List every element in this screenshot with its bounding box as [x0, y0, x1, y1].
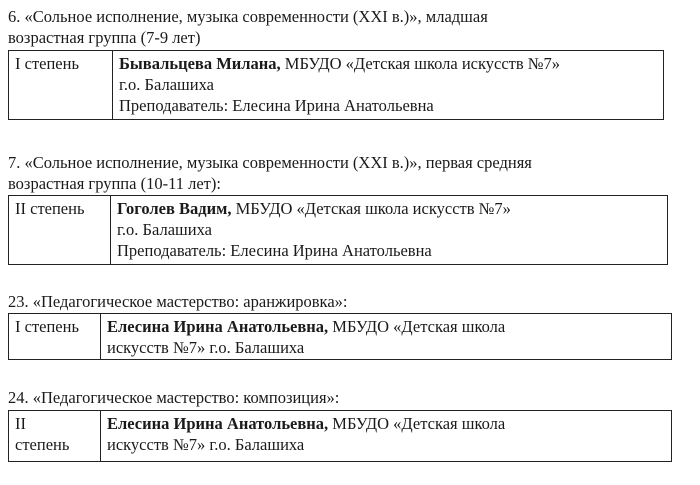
degree-cell — [9, 411, 101, 461]
section-7-heading — [8, 152, 532, 194]
teacher: Преподаватель: Елесина Ирина Анатольевна — [119, 96, 434, 115]
participant-name: Елесина Ирина Анатольевна, — [107, 414, 329, 433]
city: искусств №7» г.о. Балашиха — [107, 338, 305, 357]
section-6-table — [8, 50, 664, 120]
section-heading-line: возрастная группа (10-11 лет): — [8, 174, 221, 193]
degree-label: II — [15, 414, 26, 433]
degree-label: I степень — [15, 317, 79, 336]
degree-cell — [9, 196, 111, 264]
organization: МБУДО «Детская школа искусств №7» — [280, 54, 561, 73]
teacher: Преподаватель: Елесина Ирина Анатольевна — [117, 241, 432, 260]
degree-label: II степень — [15, 199, 85, 218]
section-24-table — [8, 410, 672, 462]
city: искусств №7» г.о. Балашиха — [107, 435, 305, 454]
section-heading-line: 24. «Педагогическое мастерство: композиция»: — [8, 388, 340, 407]
organization: МБУДО «Детская школа искусств №7» — [231, 199, 511, 218]
participant-name: Бывальцева Милана, — [119, 54, 281, 73]
award-cell — [101, 411, 511, 461]
city: г.о. Балашиха — [119, 75, 214, 94]
participant-name: Елесина Ирина Анатольевна, — [107, 317, 329, 336]
participant-name: Гоголев Вадим, — [117, 199, 232, 218]
award-cell — [111, 196, 517, 264]
degree-label: степень — [15, 435, 70, 454]
degree-label: I степень — [15, 54, 79, 73]
section-heading-line: возрастная группа (7-9 лет) — [8, 28, 201, 47]
section-7-table — [8, 195, 668, 265]
award-cell — [113, 51, 566, 119]
section-heading-line: 7. «Сольное исполнение, музыка современности (XXI в.)», первая средняя — [8, 153, 532, 172]
section-6-heading — [8, 6, 488, 48]
section-23-table — [8, 313, 672, 360]
degree-cell — [9, 314, 101, 359]
award-cell — [101, 314, 511, 359]
section-heading-line: 6. «Сольное исполнение, музыка современности (XXI в.)», младшая — [8, 7, 488, 26]
section-heading-line: 23. «Педагогическое мастерство: аранжировка»: — [8, 292, 348, 311]
organization: МБУДО «Детская школа — [328, 414, 506, 433]
section-23-heading — [8, 291, 347, 312]
organization: МБУДО «Детская школа — [328, 317, 506, 336]
section-24-heading — [8, 387, 339, 408]
degree-cell — [9, 51, 113, 119]
city: г.о. Балашиха — [117, 220, 212, 239]
